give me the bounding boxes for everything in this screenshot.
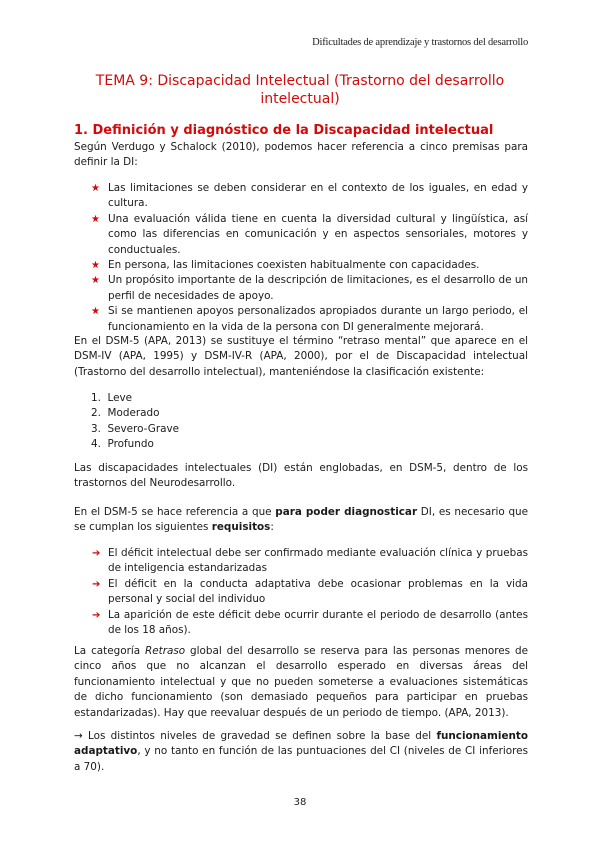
list-item: ➔ El déficit intelectual debe ser confirmado mediante evaluación clínica y pruebas de inteligencia estandarizadas [92,547,528,575]
chapter-title: TEMA 9: Discapacidad Intelectual (Trastorno del desarrollo intelectual) [95,73,505,107]
list-item: ★ Un propósito importante de la descripción de limitaciones, es el desarrollo de un perfil de necesidades de apoyo. [91,274,528,302]
list-item: ★ Las limitaciones se deben considerar en el contexto de los iguales, en edad y cultura. [91,182,528,210]
list-item: ★ Una evaluación válida tiene en cuenta la diversidad cultural y lingüística, así como las diferencias en comunicación y en aspectos sensoriales, motores y conductuales. [91,212,528,256]
list-item: ★ Si se mantienen apoyos personalizados apropiados durante un largo periodo, el funcionamiento en la vida de la persona con DI generalmente mejorará. [91,305,528,333]
englobadas-paragraph: Las discapacidades intelectuales (DI) están englobadas, en DSM-5, dentro de los trastornos del Neurodesarrollo. [74,462,528,490]
list-item: ➔ La aparición de este déficit debe ocurrir durante el periodo de desarrollo (antes de los 18 años). [92,608,528,637]
diagnostico-paragraph: En el DSM-5 se hace referencia a que para poder diagnosticar DI, es necesario que se cumplan los siguientes requisitos: [74,506,529,534]
severity-levels-list [74,391,528,453]
running-header: Dificultades de aprendizaje y trastornos del desarrollo [312,37,528,48]
dsm5-paragraph: En el DSM-5 (APA, 2013) se sustituye el término “retraso mental” que aparece en el DSM-IV (APA, 1995) y DSM-IV-R (APA, 2000), por el de Discapacidad intelectual (Trastorno del desarrollo intelectual), manteniéndose la clasificación existente: [74,335,528,378]
arrow-bullet-icon: ➔ [92,548,101,559]
arrow-bullet-icon: ➔ [92,609,101,621]
gravedad-paragraph: → Los distintos niveles de gravedad se definen sobre la base del funcionamiento adaptativo, y no tanto en función de las puntuaciones del CI (niveles de CI inferiores a 70). [74,730,528,773]
arrow-bullet-icon: ➔ [92,578,101,590]
star-bullet-icon: ★ [91,260,100,272]
star-bullet-icon: ★ [91,213,100,225]
star-bullet-icon: ★ [91,183,100,194]
list-item: 2. Moderado [91,407,160,420]
list-item: 4. Profundo [91,438,154,451]
intro-paragraph: Según Verdugo y Schalock (2010), podemos hacer referencia a cinco premisas para definir la DI: [74,141,528,169]
star-bullet-icon: ★ [91,275,100,287]
list-item: 3. Severo-Grave [91,422,180,435]
list-item: 1. Leve [91,392,133,404]
star-bullet-icon: ★ [91,306,100,318]
list-item: ➔ El déficit en la conducta adaptativa debe ocasionar problemas en la vida personal y social del individuo [92,577,528,606]
section-heading: 1. Definición y diagnóstico de la Discapacidad intelectual [74,123,494,138]
requisitos-list [74,546,528,638]
premisas-list [74,181,528,335]
retraso-paragraph: La categoría Retraso global del desarrollo se reserva para las personas menores de cinco años que no alcanzan el desarrollo esperado en diversas áreas del funcionamiento intelectual y que no pueden someterse a evaluaciones sistemáticas de dicho funcionamiento (son demasiado pequeños para participar en pruebas estandarizadas). Hay que reevaluar después de un periodo de tiempo. (APA, 2013). [74,645,528,719]
list-item: ★ En persona, las limitaciones coexisten habitualmente con capacidades. [74,258,528,273]
page-number: 38 [293,797,307,808]
